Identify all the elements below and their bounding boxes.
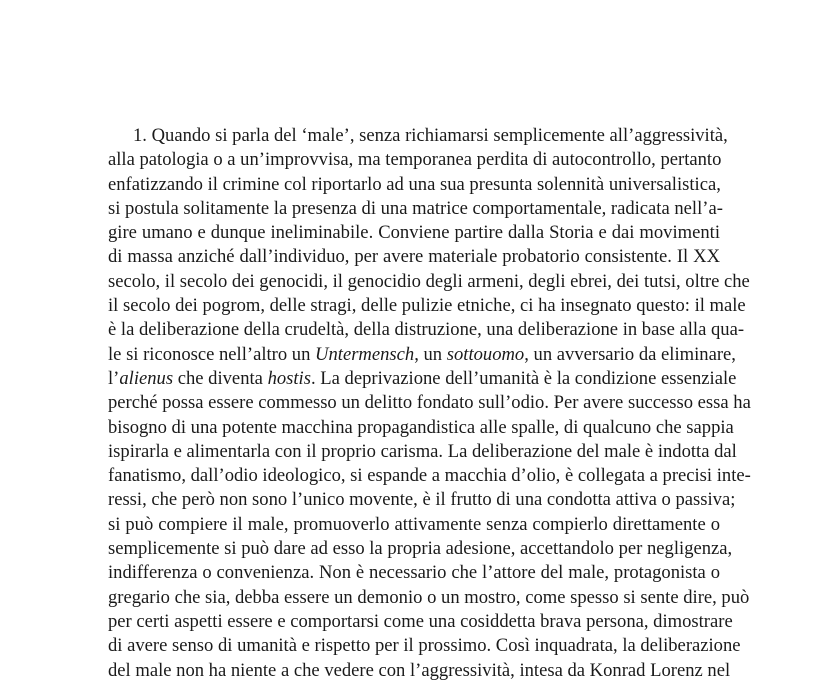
text-run: alla patologia o a un’improvvisa, ma temporanea perdita di autocontrollo, pertanto bbox=[108, 149, 722, 171]
text-line bbox=[108, 124, 728, 148]
text-run: del male non ha niente a che vedere con l’aggressività, intesa da Konrad Lorenz nel bbox=[108, 659, 731, 681]
text-line bbox=[108, 610, 733, 634]
text-line bbox=[108, 537, 733, 561]
text-line bbox=[108, 148, 720, 172]
text-line bbox=[108, 513, 720, 537]
text-line bbox=[108, 221, 720, 245]
italic-term: Untermensch bbox=[315, 343, 415, 365]
text-run: , un bbox=[414, 343, 447, 365]
text-run: il secolo dei pogrom, delle stragi, delle pulizie etniche, ci ha insegnato questo: il male bbox=[108, 295, 746, 317]
text-run: enfatizzando il crimine col riportarlo ad una sua presunta solennità universalistica, bbox=[108, 173, 721, 195]
text-line bbox=[108, 586, 750, 610]
italic-term: hostis bbox=[267, 367, 311, 389]
text-run: 1. Quando si parla del ‘male’, senza richiamarsi semplicemente all’aggressività, bbox=[133, 125, 728, 146]
text-line bbox=[108, 634, 741, 658]
text-line bbox=[108, 367, 737, 391]
text-line bbox=[108, 197, 723, 221]
text-run: . La deprivazione dell’umanità è la condizione essenziale bbox=[310, 367, 737, 389]
text-line bbox=[108, 173, 720, 197]
text-line bbox=[108, 659, 731, 683]
text-run: che diventa bbox=[173, 367, 268, 389]
text-line bbox=[108, 488, 736, 512]
text-run: ispirarla e alimentarla con il proprio carisma. La deliberazione del male è indotta dal bbox=[108, 440, 737, 462]
text-run: di avere senso di umanità e rispetto per il prossimo. Così inquadrata, la deliberazione bbox=[108, 635, 741, 657]
italic-term: alienus bbox=[119, 367, 174, 389]
text-line bbox=[108, 245, 720, 269]
text-line bbox=[108, 270, 750, 294]
text-run: l’ bbox=[108, 367, 120, 389]
text-line bbox=[108, 294, 746, 318]
text-line bbox=[108, 343, 736, 367]
text-run: fanatismo, dall’odio ideologico, si espande a macchia d’olio, è collegata a precisi inte- bbox=[108, 465, 751, 487]
text-line bbox=[108, 318, 745, 342]
text-line bbox=[108, 440, 737, 464]
text-run: semplicemente si può dare ad esso la propria adesione, accettandolo per negligenza, bbox=[108, 538, 733, 560]
text-run: , un avversario da eliminare, bbox=[524, 343, 736, 365]
text-run: bisogno di una potente macchina propagandistica alle spalle, di qualcuno che sappia bbox=[108, 416, 734, 438]
text-run: si può compiere il male, promuoverlo attivamente senza compierlo direttamente o bbox=[108, 513, 720, 535]
text-run: è la deliberazione della crudeltà, della distruzione, una deliberazione in base alla qua- bbox=[108, 319, 745, 341]
text-line bbox=[108, 561, 720, 585]
text-run: di massa anziché dall’individuo, per avere materiale probatorio consistente. Il XX bbox=[108, 246, 720, 268]
text-run: indifferenza o convenienza. Non è necessario che l’attore del male, protagonista o bbox=[108, 562, 720, 584]
text-run: ressi, che però non sono l’unico movente, è il frutto di una condotta attiva o passiva; bbox=[108, 489, 736, 511]
text-run: per certi aspetti essere e comportarsi come una cosiddetta brava persona, dimostrare bbox=[108, 610, 733, 632]
text-run: secolo, il secolo dei genocidi, il genocidio degli armeni, degli ebrei, dei tutsi, oltre che bbox=[108, 270, 750, 292]
text-run: gire umano e dunque ineliminabile. Conviene partire dalla Storia e dai movimenti bbox=[108, 222, 720, 244]
italic-term: sottouomo bbox=[446, 343, 525, 365]
body-paragraph bbox=[108, 124, 751, 683]
text-run: le si riconosce nell’altro un bbox=[108, 343, 316, 365]
text-run: si postula solitamente la presenza di una matrice comportamentale, radicata nell’a- bbox=[108, 197, 723, 219]
text-run: gregario che sia, debba essere un demonio o un mostro, come spesso si sente dire, può bbox=[108, 586, 750, 608]
text-line bbox=[108, 391, 751, 415]
text-run: perché possa essere commesso un delitto fondato sull’odio. Per avere successo essa ha bbox=[108, 392, 751, 414]
text-line bbox=[108, 464, 751, 488]
text-line bbox=[108, 416, 734, 440]
